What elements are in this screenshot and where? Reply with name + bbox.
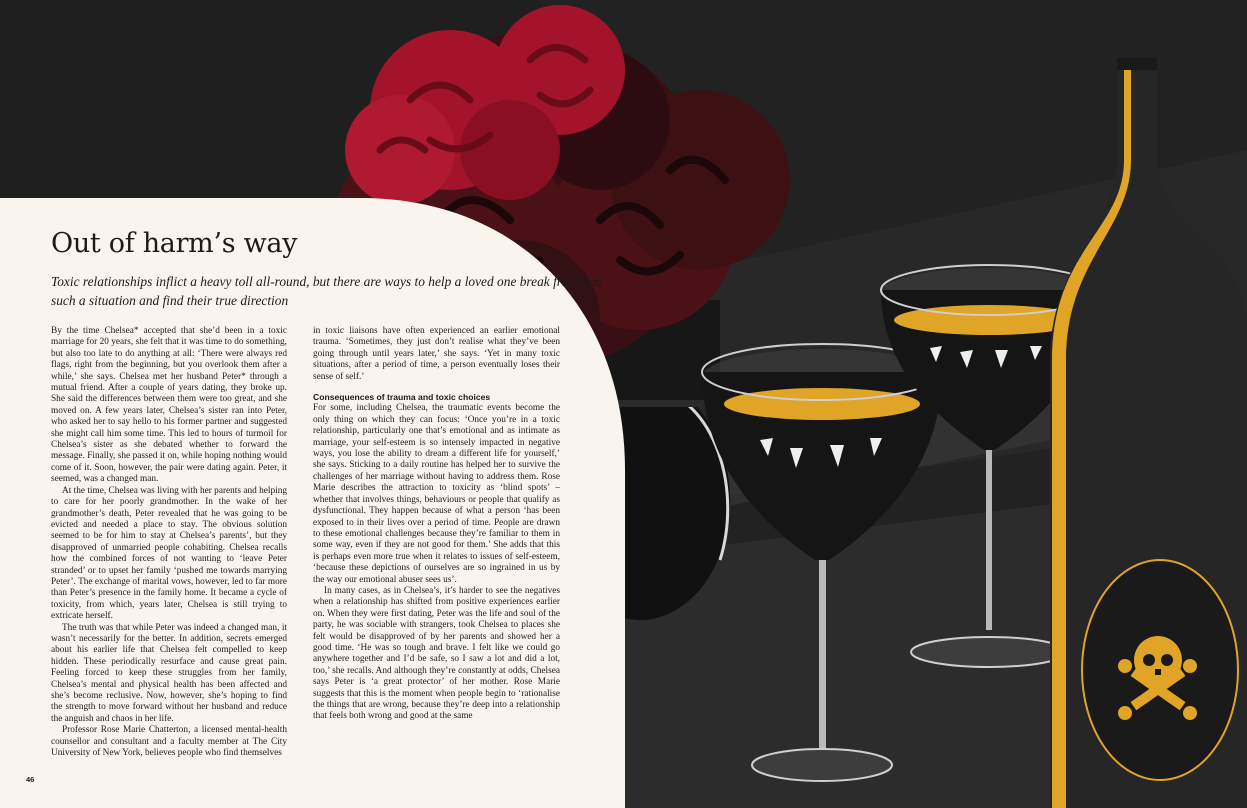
body-paragraph: For some, including Chelsea, the traumatic events become the only thing on which they can focus: ‘Once you’re in a toxic relationship, particularly one that’s emotional and as intimate as marriage, your self-esteem is so intensely impacted in negative ways, you lose the ability to dream a different life for yourself,’ she says. Sticking to a daily routine has helped her to survive the challenges of her marriage without having to address them. Rose Marie describes the attraction to toxicity as ‘blind spots’ – whether that involves things, behaviours or people that qualify as dysfunctional. They happen because of what a person ‘has been exposed to in their lives over a period of time. People are drawn to these emotional challenges because they’re familiar to them in some way, even if they are not good for them.’ She adds that this is perhaps even more true when it relates to issues of self-esteem, ‘because these depictions of ourselves are so ingrained in us by the way our emotional abuser sees us’.	[313, 403, 560, 585]
body-column-1	[51, 326, 287, 759]
body-paragraph: At the time, Chelsea was living with her parents and helping to care for her poorly grandmother. In the wake of her grandmother’s death, Peter revealed that he was going to be evicted and needed a place to stay. The obvious solution seemed to be for him to stay at Chelsea’s parents’, but they disapproved of unmarried people cohabiting. Chelsea recalls how the combined forces of not wanting to ‘leave Peter stranded’ or to upset her family ‘pushed me towards marrying Peter’. The exchange of marital vows, however, led to far more than Peter’s presence in the family home. It became a cycle of toxicity, from which, years later, Chelsea is still trying to extricate herself.	[51, 485, 287, 622]
body-paragraph: Professor Rose Marie Chatterton, a licensed mental-health counsellor and consultant and a faculty member at The City University of New York, believes people who find themselves	[51, 725, 287, 759]
article-title: Out of harm’s way	[51, 228, 298, 259]
body-paragraph: By the time Chelsea* accepted that she’d been in a toxic marriage for 20 years, she felt that it was time to do something, but also too late to do anything at all: ‘There were always red flags, right from the beginning, but you overlook them after a while,’ she says. Chelsea met her husband Peter* through a mutual friend. After a couple of years dating, they broke up. She said the differences between them were too great, and she moved on. A few years later, Chelsea’s sister ran into Peter, who asked her to say hello to his former partner and suggested she might call him some time. This led to hours of turmoil for Chelsea’s sister as she debated whether to forward the message. Finally, she passed it on, while hoping nothing would come of it. Soon, however, the pair were dating again. Peter, it seemed, was a changed man.	[51, 326, 287, 485]
body-paragraph: in toxic liaisons have often experienced an earlier emotional trauma. ‘Sometimes, they just don’t realise what they’ve been going through until years later,’ she says. ‘Yet in many toxic situations, after a period of time, a person eventually loses their sense of self.’	[313, 326, 560, 382]
body-column-2	[313, 326, 560, 723]
body-paragraph: In many cases, as in Chelsea’s, it’s harder to see the negatives when a relationship has shifted from positive experiences earlier on. When they were first dating, Peter was the life and soul of the party, he was sociable with strangers, took Chelsea to places she felt would be disapproved of by her parents and showed her a good time. ‘He was so tough and brave. I felt like we could go anywhere together and I’d be safe, so I saw a lot and did a lot, too,’ she recalls. And although they’re constantly at odds, Chelsea says Peter is ‘a great protector’ of her mother. Rose Marie suggests that this is the moment when people begin to ‘rationalise the things that are wrong, because they’re deep into a relationship that feels both wrong and good at the same	[313, 585, 560, 722]
section-subhead: Consequences of trauma and toxic choices	[313, 392, 491, 403]
body-paragraph: The truth was that while Peter was indeed a changed man, it wasn’t necessarily for the better. In addition, secrets emerged about his earlier life that Chelsea felt compelled to keep hidden. These periodically resurface and cause great pain. Feeling forced to keep these struggles from her family, Chelsea’s mental and physical health has been affected and she’s become reclusive. Now, however, she’s hoping to find the strength to move forward without her husband and reduce the anguish and chaos in her life.	[51, 622, 287, 724]
article-standfirst: Toxic relationships inflict a heavy toll all-round, but there are ways to help a loved one break free from such a situation and find their true direction	[51, 274, 602, 308]
page-number: 46	[26, 775, 35, 784]
